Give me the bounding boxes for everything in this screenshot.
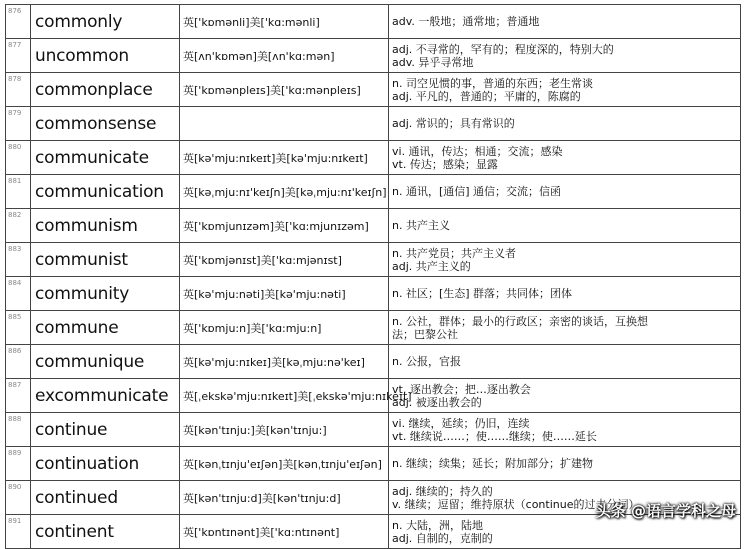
meaning-cell [389, 141, 741, 175]
meaning-cell [389, 379, 741, 413]
word-cell: commonplace [31, 73, 180, 107]
meaning-cell [389, 39, 741, 73]
row-number: 889 [6, 447, 31, 481]
row-number: 883 [6, 243, 31, 277]
table-row [6, 311, 741, 345]
meaning-cell [389, 175, 741, 209]
word-cell: communication [31, 175, 180, 209]
row-number: 876 [6, 5, 31, 39]
meaning-line: vt. 继续说……；使……继续；使……延长 [392, 429, 597, 443]
meaning-line: n. 司空见惯的事，普通的东西；老生常谈 [392, 76, 593, 90]
pronunciation-cell: 英[kən'tɪnju:]美[kən'tɪnju:] [180, 413, 389, 447]
row-number: 880 [6, 141, 31, 175]
meaning-cell [389, 5, 741, 39]
meaning-line: n. 继续；续集；延长；附加部分；扩建物 [392, 457, 593, 470]
row-number: 881 [6, 175, 31, 209]
pronunciation-cell: 英['kɒmju:n]美['kɑ:mju:n] [180, 311, 389, 345]
word-cell: commonsense [31, 107, 180, 141]
word-cell: communism [31, 209, 180, 243]
meaning-line: v. 继续；逗留；维持原状（continue的过去分词） [392, 497, 640, 511]
pronunciation-cell: 英[kə'mju:nɪkeɪt]美[kə'mju:nɪkeɪt] [180, 141, 389, 175]
meaning-line: adj. 共产主义的 [392, 259, 471, 273]
pronunciation-cell: 英[kən'tɪnju:d]美[kən'tɪnju:d] [180, 481, 389, 515]
word-cell: community [31, 277, 180, 311]
meaning-cell [389, 73, 741, 107]
pronunciation-cell: 英[kə'mju:nɪkeɪ]美[kəˌmju:nə'keɪ] [180, 345, 389, 379]
meaning-line: adj. 平凡的，普通的；平庸的，陈腐的 [392, 89, 581, 103]
word-cell: communique [31, 345, 180, 379]
pronunciation-cell: 英['kɒmjənɪst]美['kɑ:mjənɪst] [180, 243, 389, 277]
word-cell: uncommon [31, 39, 180, 73]
word-cell: continue [31, 413, 180, 447]
word-cell: continuation [31, 447, 180, 481]
pronunciation-cell: 英[kəˌmju:nɪ'keɪʃn]美[kəˌmju:nɪ'keɪʃn] [180, 175, 389, 209]
pronunciation-cell: 英[ˌekskə'mju:nɪkeɪt]美[ˌekskə'mju:nɪkeɪt] [180, 379, 389, 413]
row-number: 887 [6, 379, 31, 413]
row-number: 890 [6, 481, 31, 515]
table-row [6, 39, 741, 73]
meaning-line: vt. 传达；感染；显露 [392, 157, 498, 171]
table-row [6, 345, 741, 379]
meaning-cell [389, 243, 741, 277]
row-number: 882 [6, 209, 31, 243]
word-cell: commonly [31, 5, 180, 39]
table-row [6, 175, 741, 209]
row-number: 879 [6, 107, 31, 141]
table-row [6, 277, 741, 311]
pronunciation-cell [180, 107, 389, 141]
meaning-cell [389, 413, 741, 447]
row-number: 885 [6, 311, 31, 345]
meaning-line: n. 公社，群体；最小的行政区；亲密的谈话，互换想 [392, 314, 648, 328]
meaning-line: adj. 不寻常的，罕有的；程度深的，特别大的 [392, 42, 614, 56]
word-cell: continued [31, 481, 180, 515]
row-number: 891 [6, 515, 31, 549]
pronunciation-cell: 英['kɒmjunɪzəm]美['kɑ:mjunɪzəm] [180, 209, 389, 243]
row-number: 888 [6, 413, 31, 447]
word-cell: communicate [31, 141, 180, 175]
meaning-line: vi. 通讯，传达；相通；交流；感染 [392, 144, 563, 158]
table-row [6, 379, 741, 413]
meaning-line: adj. 常识的；具有常识的 [392, 117, 515, 130]
meaning-line: vi. 继续，延续；仍旧，连续 [392, 416, 530, 430]
table-row [6, 5, 741, 39]
word-cell: excommunicate [31, 379, 180, 413]
meaning-line: n. 公报，官报 [392, 355, 461, 368]
meaning-line: n. 共产主义 [392, 219, 450, 232]
word-cell: commune [31, 311, 180, 345]
row-number: 878 [6, 73, 31, 107]
meaning-line: adj. 被逐出教会的 [392, 395, 482, 409]
meaning-cell [389, 209, 741, 243]
row-number: 884 [6, 277, 31, 311]
row-number: 877 [6, 39, 31, 73]
meaning-cell [389, 345, 741, 379]
word-cell: communist [31, 243, 180, 277]
meaning-line: 法；巴黎公社 [392, 327, 458, 341]
pronunciation-cell: 英['kɒmənpleɪs]美['kɑ:mənpleɪs] [180, 73, 389, 107]
table-row [6, 447, 741, 481]
table-row [6, 141, 741, 175]
watermark-text: 头条 @语言学科之母 [595, 502, 736, 520]
meaning-cell [389, 447, 741, 481]
table-row [6, 209, 741, 243]
table-row [6, 107, 741, 141]
meaning-line: n. 社区；[生态] 群落；共同体；团体 [392, 287, 573, 300]
meaning-line: adv. 异乎寻常地 [392, 55, 474, 69]
meaning-line: n. 共产党员；共产主义者 [392, 246, 516, 260]
pronunciation-cell: 英['kɒntɪnənt]美['kɑ:ntɪnənt] [180, 515, 389, 549]
meaning-line: n. 大陆，洲，陆地 [392, 518, 483, 532]
meaning-line: n. 通讯，[通信] 通信；交流；信函 [392, 185, 562, 198]
meaning-cell [389, 277, 741, 311]
table-row [6, 413, 741, 447]
table-body [6, 5, 741, 549]
meaning-line: adv. 一般地；通常地；普通地 [392, 15, 540, 28]
row-number: 886 [6, 345, 31, 379]
table-row [6, 243, 741, 277]
meaning-cell [389, 107, 741, 141]
meaning-line: adj. 继续的；持久的 [392, 484, 493, 498]
table-row [6, 73, 741, 107]
meaning-line: vt. 逐出教会；把…逐出教会 [392, 382, 531, 396]
word-cell: continent [31, 515, 180, 549]
meaning-line: adj. 自制的，克制的 [392, 531, 493, 545]
meaning-cell [389, 311, 741, 345]
pronunciation-cell: 英[kə'mju:nəti]美[kə'mju:nəti] [180, 277, 389, 311]
vocabulary-table [5, 4, 741, 549]
pronunciation-cell: 英[ʌn'kɒmən]美[ʌn'kɑ:mən] [180, 39, 389, 73]
pronunciation-cell: 英[kənˌtɪnju'eɪʃən]美[kənˌtɪnju'eɪʃən] [180, 447, 389, 481]
pronunciation-cell: 英['kɒmənli]美['kɑ:mənli] [180, 5, 389, 39]
